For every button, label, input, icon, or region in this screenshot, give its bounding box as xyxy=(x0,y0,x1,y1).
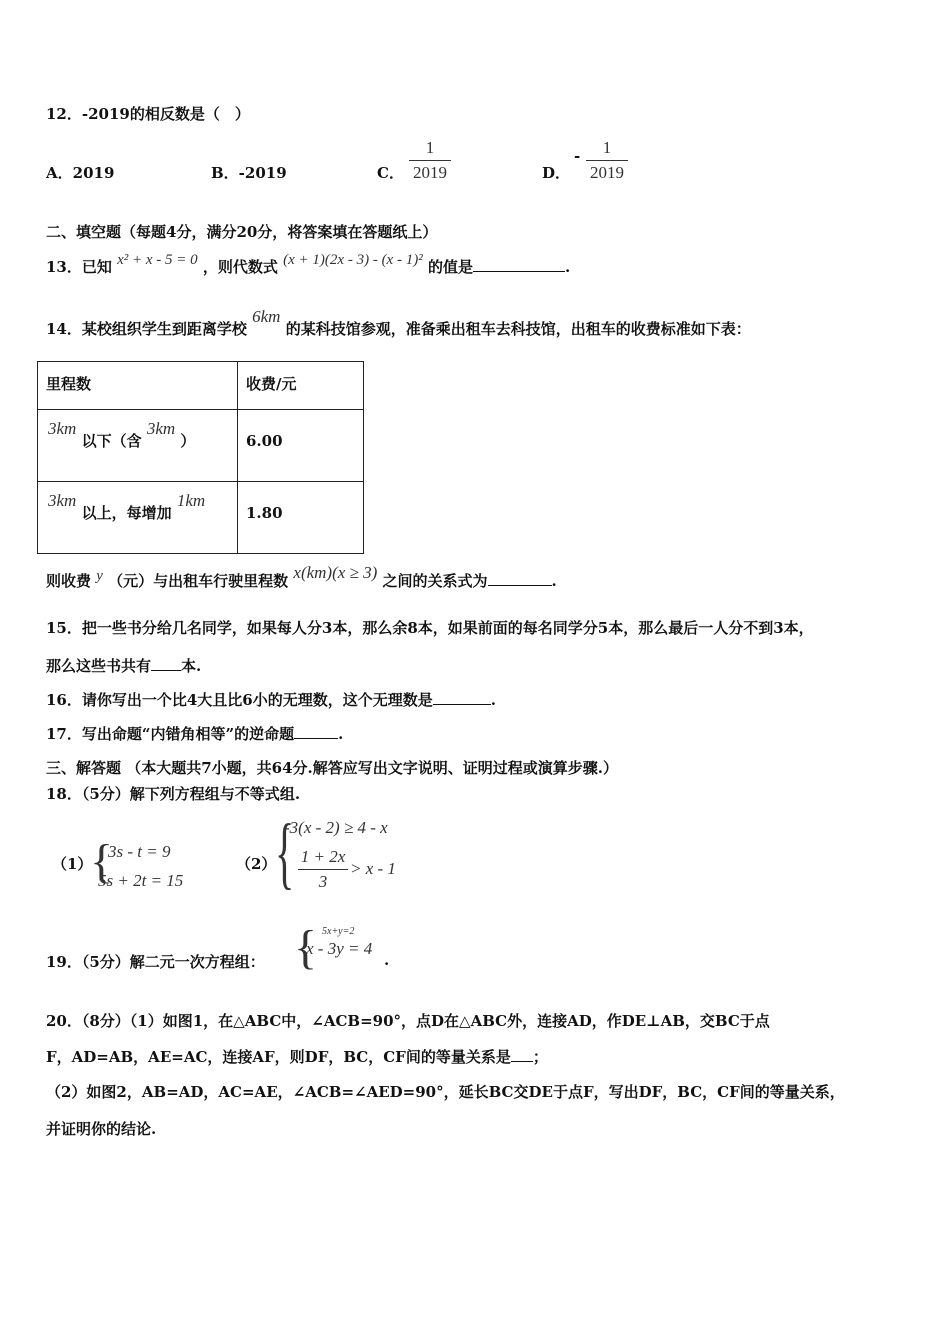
q12-option-d-sign: - xyxy=(574,147,581,165)
q17: 17．写出命题“内错角相等”的逆命题 . xyxy=(46,725,344,743)
brace-icon: { xyxy=(90,835,114,888)
q18-part2-ineq1: -3(x - 2) ≥ 4 - x xyxy=(284,818,388,837)
q18-part1-eq2: 5s + 2t = 15 xyxy=(98,871,184,890)
q15-line2: 那么这些书共有 本. xyxy=(46,657,202,675)
q13-answer-blank[interactable] xyxy=(473,270,565,272)
brace-icon: { xyxy=(275,809,295,897)
q12-option-c: C． xyxy=(377,164,404,182)
q13: 13．已知 x² + x - 5 = 0 ，则代数式 (x + 1)(2x - 3) - (x - 1)² 的值是 . xyxy=(46,252,571,276)
table-header-fee: 收费/元 xyxy=(238,362,364,410)
q20-line1: 20．（8分）（1）如图1，在△ABC中，∠ACB=90°，点D在△ABC外，连接AD，作DE⊥AB，交BC于点 xyxy=(46,1012,770,1030)
q20-line2: F，AD=AB，AE=AC，连接AF，则DF，BC，CF间的等量关系是 ； xyxy=(46,1048,548,1066)
q12-option-c-fraction: $\frac{1}{2019}$ xyxy=(409,138,451,183)
q19-end: . xyxy=(384,951,390,969)
q14-answer-blank[interactable] xyxy=(488,584,552,586)
q18-part1-eq1: 3s - t = 9 xyxy=(108,842,171,861)
q12-option-d-fraction: $\frac{1}{2019}$ xyxy=(586,138,628,183)
q13-expression: (x + 1)(2x - 3) - (x - 1)² xyxy=(283,252,423,268)
q15-line1: 15．把一些书分给几名同学，如果每人分3本，那么余8本，如果前面的每名同学分5本，那么最后一人分不到3本， xyxy=(46,619,814,637)
q14-mileage-expr: x(km)(x ≥ 3) xyxy=(293,563,378,582)
q14-distance: 6km xyxy=(252,307,281,326)
q14-relation-line: 则收费 y （元）与出租车行驶里程数 x(km)(x ≥ 3) 之间的关系式为 . xyxy=(46,563,557,590)
q20-line3: （2）如图2，AB=AD，AC=AE，∠ACB=∠AED=90°，延长BC交DE于点F，写出DF，BC，CF间的等量关系， xyxy=(46,1083,845,1101)
q14-stem: 14．某校组织学生到距离学校 6km 的某科技馆参观，准备乘出租车去科技馆，出租车的收费标准如下表： xyxy=(46,307,751,338)
q18-part2-fraction: $\frac{1 + 2x}{3}$ xyxy=(298,847,348,892)
q18-part2-label: （2） xyxy=(236,855,277,873)
q20-answer-blank[interactable] xyxy=(511,1060,533,1062)
section-2-heading: 二、填空题（每题4分，满分20分，将答案填在答题纸上） xyxy=(46,223,438,241)
table-cell-fee: 1.80 xyxy=(238,482,364,554)
q12-option-b: B．-2019 xyxy=(211,164,287,182)
q15-answer-blank[interactable] xyxy=(151,669,181,671)
section-3-heading: 三、解答题 （本大题共7小题，共64分.解答应写出文字说明、证明过程或演算步骤.） xyxy=(46,759,618,777)
q12-stem: 12．-2019的相反数是（ ） xyxy=(46,105,250,123)
q12-option-a: A．2019 xyxy=(46,164,115,182)
table-cell-distance: 3km 以下（含 3km ） xyxy=(38,410,238,482)
q20-line4: 并证明你的结论. xyxy=(46,1120,157,1138)
q16: 16．请你写出一个比4大且比6小的无理数，这个无理数是 . xyxy=(46,691,496,709)
table-cell-fee: 6.00 xyxy=(238,410,364,482)
table-row xyxy=(38,482,364,554)
q18-stem: 18．（5分）解下列方程组与不等式组. xyxy=(46,785,301,803)
table-header-distance: 里程数 xyxy=(38,362,238,410)
fee-table xyxy=(37,361,364,554)
table-cell-distance: 3km 以上，每增加 1km xyxy=(38,482,238,554)
q19-eq2: x - 3y = 4 xyxy=(306,939,373,958)
table-row xyxy=(38,410,364,482)
q16-answer-blank[interactable] xyxy=(433,703,491,705)
q18-part1-label: （1） xyxy=(52,855,93,873)
table-row xyxy=(38,362,364,410)
q18-part2-rhs: > x - 1 xyxy=(350,859,396,878)
q17-answer-blank[interactable] xyxy=(294,737,338,739)
q19-eq1: 5x+y=2 xyxy=(322,926,355,937)
q13-equation: x² + x - 5 = 0 xyxy=(117,252,198,268)
brace-icon: { xyxy=(294,921,318,974)
q19: 19．（5分）解二元一次方程组： xyxy=(46,953,265,971)
q12-option-d: D． xyxy=(542,164,571,182)
